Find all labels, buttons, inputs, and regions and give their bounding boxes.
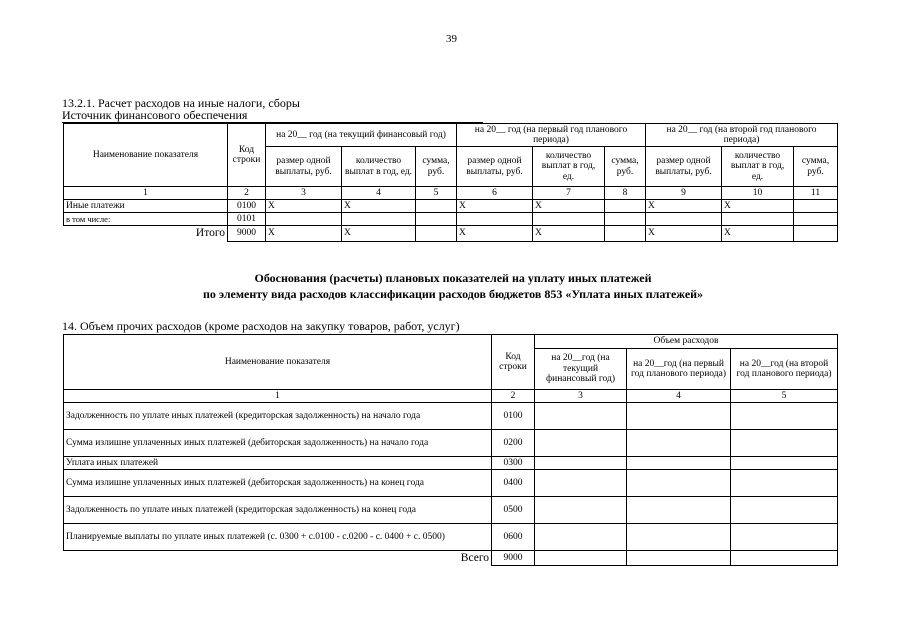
col-number: 10 bbox=[722, 187, 794, 200]
cell bbox=[535, 403, 627, 430]
row-name: Сумма излишне уплаченных иных платежей (дебиторская задолженность) на конец года bbox=[64, 470, 492, 497]
table-row bbox=[64, 200, 838, 213]
cell bbox=[533, 213, 605, 226]
cell bbox=[535, 551, 627, 566]
table-row bbox=[64, 470, 838, 497]
table-row bbox=[64, 524, 838, 551]
sub-header: количество выплат в год, ед. bbox=[722, 147, 794, 187]
cell bbox=[535, 524, 627, 551]
cell: X bbox=[722, 226, 794, 242]
cell bbox=[627, 551, 731, 566]
table-row bbox=[64, 226, 838, 242]
col-number: 3 bbox=[535, 390, 627, 403]
cell bbox=[646, 213, 722, 226]
sub-header: количество выплат в год, ед. bbox=[533, 147, 605, 187]
cell bbox=[605, 213, 646, 226]
cell bbox=[605, 226, 646, 242]
col-number: 6 bbox=[457, 187, 533, 200]
row-code: 0101 bbox=[228, 213, 266, 226]
col-number: 2 bbox=[492, 390, 535, 403]
period-header: на 20__год (на первый год планового периода) bbox=[627, 349, 731, 390]
period-header: на 20__год (на текущий финансовый год) bbox=[535, 349, 627, 390]
cell: X bbox=[646, 226, 722, 242]
cell bbox=[731, 403, 838, 430]
taxes-table bbox=[63, 123, 838, 242]
cell bbox=[535, 497, 627, 524]
cell: X bbox=[266, 226, 342, 242]
cell bbox=[627, 430, 731, 457]
col-number: 11 bbox=[794, 187, 838, 200]
justification-title bbox=[62, 270, 844, 302]
cell bbox=[535, 430, 627, 457]
row-code: 9000 bbox=[492, 551, 535, 566]
cell: X bbox=[533, 226, 605, 242]
cell bbox=[722, 213, 794, 226]
row-code: 0100 bbox=[492, 403, 535, 430]
cell bbox=[627, 403, 731, 430]
sub-header: количество выплат в год, ед. bbox=[342, 147, 416, 187]
cell bbox=[535, 470, 627, 497]
sub-header: размер одной выплаты, руб. bbox=[457, 147, 533, 187]
col-number: 3 bbox=[266, 187, 342, 200]
row-name: Всего bbox=[460, 551, 489, 564]
col-number: 4 bbox=[342, 187, 416, 200]
sub-header: размер одной выплаты, руб. bbox=[266, 147, 342, 187]
row-name: Задолженность по уплате иных платежей (кредиторская задолженность) на конец года bbox=[64, 497, 492, 524]
cell bbox=[731, 497, 838, 524]
section2-heading: 14. Объем прочих расходов (кроме расходов на закупку товаров, работ, услуг) bbox=[62, 319, 460, 333]
cell bbox=[627, 457, 731, 470]
row-name: в том числе: bbox=[64, 213, 228, 226]
volume-header: Объем расходов bbox=[535, 335, 838, 349]
sub-header: размер одной выплаты, руб. bbox=[646, 147, 722, 187]
cell bbox=[416, 213, 457, 226]
col-name-header: Наименование показателя bbox=[64, 335, 492, 390]
col-number: 1 bbox=[64, 390, 492, 403]
cell bbox=[794, 200, 838, 213]
cell bbox=[605, 200, 646, 213]
table-row bbox=[64, 430, 838, 457]
row-code: 0200 bbox=[492, 430, 535, 457]
row-name: Задолженность по уплате иных платежей (кредиторская задолженность) на начало года bbox=[64, 403, 492, 430]
col-number: 2 bbox=[228, 187, 266, 200]
row-name: Иные платежи bbox=[64, 200, 228, 213]
cell bbox=[794, 213, 838, 226]
cell: X bbox=[722, 200, 794, 213]
col-number: 1 bbox=[64, 187, 228, 200]
cell: X bbox=[646, 200, 722, 213]
cell bbox=[731, 430, 838, 457]
sub-header: сумма, руб. bbox=[794, 147, 838, 187]
cell: X bbox=[342, 200, 416, 213]
cell: X bbox=[533, 200, 605, 213]
col-name-header: Наименование показателя bbox=[64, 124, 228, 187]
col-number: 4 bbox=[627, 390, 731, 403]
table-row bbox=[64, 497, 838, 524]
cell bbox=[794, 226, 838, 242]
section1-source: Источник финансового обеспечения bbox=[62, 109, 483, 123]
column-numbers-row bbox=[64, 187, 838, 200]
cell: X bbox=[457, 226, 533, 242]
sub-header: сумма, руб. bbox=[605, 147, 646, 187]
col-number: 8 bbox=[605, 187, 646, 200]
cell bbox=[266, 213, 342, 226]
row-code: 0400 bbox=[492, 470, 535, 497]
cell bbox=[627, 497, 731, 524]
row-code: 0100 bbox=[228, 200, 266, 213]
table-row bbox=[64, 403, 838, 430]
cell bbox=[342, 213, 416, 226]
period-header: на 20__год (на второй год планового периода) bbox=[731, 349, 838, 390]
period-header: на 20__ год (на первый год планового периода) bbox=[457, 124, 646, 147]
section1-heading: 13.2.1. Расчет расходов на иные налоги, сборы bbox=[62, 96, 300, 110]
period-header: на 20__ год (на текущий финансовый год) bbox=[266, 124, 457, 147]
cell bbox=[731, 457, 838, 470]
cell bbox=[535, 457, 627, 470]
cell bbox=[457, 213, 533, 226]
cell bbox=[627, 524, 731, 551]
col-number: 7 bbox=[533, 187, 605, 200]
row-code: 0500 bbox=[492, 497, 535, 524]
table-row bbox=[64, 457, 838, 470]
col-code-header: Код строки bbox=[228, 124, 266, 187]
cell bbox=[731, 470, 838, 497]
row-code: 0300 bbox=[492, 457, 535, 470]
cell bbox=[627, 470, 731, 497]
row-code: 9000 bbox=[228, 226, 266, 242]
col-code-header: Код строки bbox=[492, 335, 535, 390]
row-name: Итого bbox=[195, 227, 225, 240]
table-row bbox=[64, 213, 838, 226]
sub-header: сумма, руб. bbox=[416, 147, 457, 187]
col-number: 5 bbox=[416, 187, 457, 200]
row-name: Планируемые выплаты по уплате иных платежей (с. 0300 + с.0100 - с.0200 - с. 0400 + с. 0500) bbox=[64, 524, 492, 551]
page-number: 39 bbox=[446, 33, 457, 45]
other-expenses-table bbox=[63, 334, 838, 566]
row-name: Сумма излишне уплаченных иных платежей (дебиторская задолженность) на начало года bbox=[64, 430, 492, 457]
table-row bbox=[64, 551, 838, 566]
cell bbox=[416, 200, 457, 213]
cell bbox=[416, 226, 457, 242]
justification-line: по элементу вида расходов классификации расходов бюджетов 853 «Уплата иных платежей» bbox=[202, 287, 704, 301]
cell bbox=[731, 524, 838, 551]
period-header: на 20__ год (на второй год планового периода) bbox=[646, 124, 838, 147]
column-numbers-row bbox=[64, 390, 838, 403]
cell: X bbox=[457, 200, 533, 213]
row-code: 0600 bbox=[492, 524, 535, 551]
justification-line: Обоснования (расчеты) плановых показателей на уплату иных платежей bbox=[254, 271, 652, 285]
row-name: Уплата иных платежей bbox=[64, 457, 492, 470]
cell: X bbox=[266, 200, 342, 213]
col-number: 9 bbox=[646, 187, 722, 200]
cell: X bbox=[342, 226, 416, 242]
cell bbox=[731, 551, 838, 566]
col-number: 5 bbox=[731, 390, 838, 403]
